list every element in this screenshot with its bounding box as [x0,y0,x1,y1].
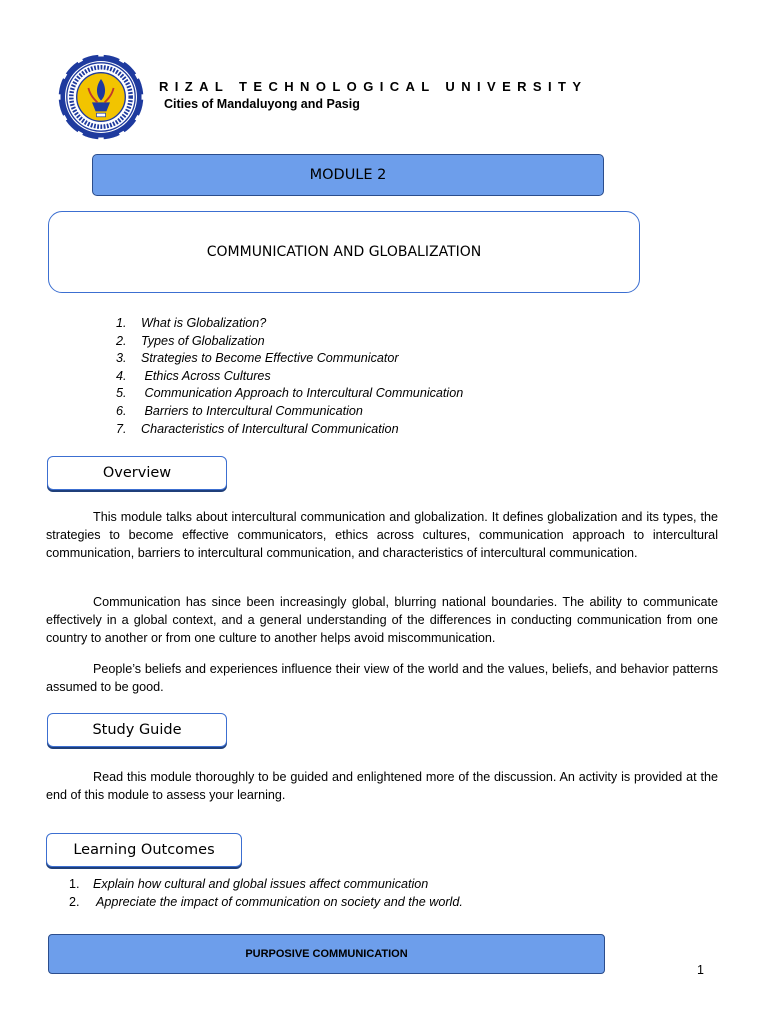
topic-item [116,350,463,368]
topic-item [116,315,463,333]
course-footer-box [48,934,605,974]
topic-number: 6. [116,403,127,418]
overview-heading-tab [47,456,227,490]
learning-outcomes-list [69,876,463,911]
topic-item [116,385,463,403]
study-guide-heading-tab [47,713,227,747]
topic-item [116,333,463,351]
topic-number: 5. [116,386,127,401]
topic-number: 2. [116,333,127,348]
topic-number: 1. [116,316,127,330]
topic-text: What is Globalization? [141,316,267,330]
learning-outcomes-heading: Learning Outcomes [73,842,215,858]
topic-item [116,368,463,386]
university-name: RIZAL TECHNOLOGICAL UNIVERSITY [159,79,588,94]
overview-paragraph: Communication has since been increasingly global, blurring national boundaries. The ability to communicate effectively in a global context, and a general understanding of the differences in conducting communication from one country to another or from one culture to another helps avoid miscommunication. [46,595,718,645]
topic-number: 4. [116,368,127,383]
outcome-number: 2. [69,894,80,909]
topic-text: Communication Approach to Intercultural Communication [141,386,464,401]
module-label: MODULE 2 [309,167,387,183]
study-guide-heading: Study Guide [92,722,182,738]
topic-text: Characteristics of Intercultural Communication [141,421,399,436]
course-name: PURPOSIVE COMMUNICATION [245,948,408,960]
outcome-item [69,894,463,912]
topic-text: Ethics Across Cultures [141,368,271,383]
topic-text: Strategies to Become Effective Communicator [141,351,399,366]
topic-number: 3. [116,351,127,366]
overview-paragraph: This module talks about intercultural communication and globalization. It defines globalization and its types, the strategies to become effective communicators, ethics across cultures, communication approach to intercultural communication, barriers to intercultural communication, and characteristics of intercultural communication. [46,510,718,560]
topic-text: Barriers to Intercultural Communication [141,403,363,418]
module-label-box [92,154,604,196]
outcome-text: Appreciate the impact of communication on society and the world. [93,894,463,909]
page-number: 1 [697,963,704,977]
university-seal-logo [56,52,146,142]
module-title: COMMUNICATION AND GLOBALIZATION [206,244,482,260]
learning-outcomes-heading-tab [46,833,242,867]
module-title-box [48,211,640,293]
overview-heading: Overview [102,465,172,481]
topic-item [116,421,463,439]
rtu-seal-logo-icon [56,52,146,142]
topic-number: 7. [116,421,127,436]
overview-paragraph: People’s beliefs and experiences influence their view of the world and the values, beliefs, and behavior patterns assumed to be good. [46,662,718,694]
outcome-number: 1. [69,877,80,891]
campus-location: Cities of Mandaluyong and Pasig [164,97,360,111]
topic-list [116,315,463,438]
topic-item [116,403,463,421]
outcome-text: Explain how cultural and global issues affect communication [93,877,429,891]
topic-text: Types of Globalization [141,333,265,348]
study-guide-paragraph: Read this module thoroughly to be guided and enlightened more of the discussion. An activity is provided at the end of this module to assess your learning. [46,770,718,802]
outcome-item [69,876,463,894]
